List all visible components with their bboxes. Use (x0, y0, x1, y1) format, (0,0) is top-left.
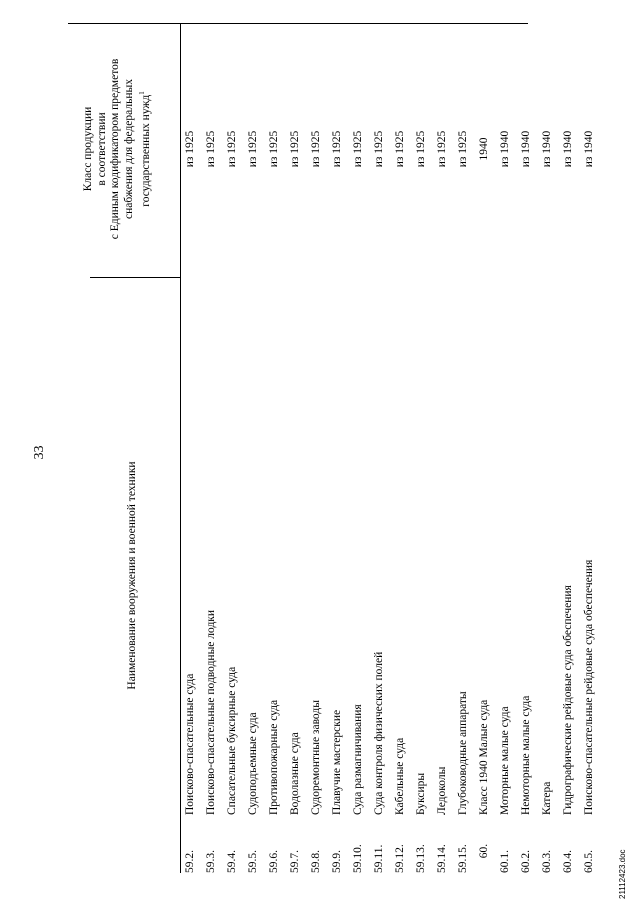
row-name: Судоремонтные заводы (310, 700, 322, 815)
table-row (391, 23, 412, 873)
header-class-line-text: государственных нужд (139, 94, 152, 207)
row-name: Спасательные буксирные суда (226, 666, 238, 815)
row-number: 59.8. (310, 850, 322, 873)
row-class: из 1925 (268, 130, 280, 168)
table-row (349, 23, 370, 873)
table-header (68, 23, 181, 873)
row-class: из 1940 (499, 130, 511, 168)
table-row (202, 23, 223, 873)
row-number: 60. (478, 843, 490, 859)
header-class-line: с Единым кодификатором предметов (109, 58, 121, 240)
row-class: из 1925 (184, 130, 196, 168)
table-row (328, 23, 349, 873)
row-class: из 1940 (520, 130, 532, 168)
document-filename: 21112423.doc (618, 849, 627, 899)
row-number: 59.12. (394, 844, 406, 873)
table-row (475, 23, 496, 873)
row-number: 60.5. (583, 850, 595, 873)
row-name: Поисково-спасательные рейдовые суда обеспечения (583, 559, 595, 815)
row-name: Суда размагничивания (352, 704, 364, 815)
row-class: из 1925 (310, 130, 322, 168)
row-class: 1940 (478, 137, 490, 161)
row-number: 59.6. (268, 850, 280, 873)
table-row (517, 23, 538, 873)
table-row (286, 23, 307, 873)
row-name: Противопожарные суда (268, 699, 280, 815)
row-name: Поисково-спасательные суда (184, 673, 196, 815)
row-number: 59.9. (331, 850, 343, 873)
row-class: из 1940 (541, 130, 553, 168)
header-class-line: снабжения для федеральных (122, 79, 135, 219)
table-row (559, 23, 580, 873)
row-number: 59.4. (226, 850, 238, 873)
table-row (307, 23, 328, 873)
row-class: из 1925 (331, 130, 343, 168)
table-row (370, 23, 391, 873)
row-class: из 1925 (415, 130, 427, 168)
header-class-line: в соответствии (95, 112, 108, 186)
row-class: из 1925 (373, 130, 385, 168)
row-number: 59.5. (247, 850, 259, 873)
row-number: 60.3. (541, 850, 553, 873)
row-class: из 1925 (226, 130, 238, 168)
table-row (244, 23, 265, 873)
footnote-mark: 1 (138, 91, 146, 95)
table-row (538, 23, 559, 873)
table-row (223, 23, 244, 873)
row-class: из 1940 (583, 130, 595, 168)
row-number: 60.4. (562, 850, 574, 873)
row-name: Кабельные суда (394, 737, 406, 815)
row-name: Глубоководные аппараты (457, 691, 469, 815)
column-divider (90, 277, 180, 278)
table-row (496, 23, 517, 873)
table-row (580, 23, 601, 873)
table-row (412, 23, 433, 873)
row-class: из 1925 (394, 130, 406, 168)
row-number: 60.2. (520, 850, 532, 873)
row-number: 60.1. (499, 850, 511, 873)
row-name: Суда контроля физических полей (373, 651, 385, 815)
row-name: Судоподъемные суда (247, 712, 259, 815)
header-class-line: Класс продукции (82, 106, 94, 192)
row-number: 59.10. (352, 844, 364, 873)
row-class: из 1925 (289, 130, 301, 168)
row-class: из 1925 (436, 130, 448, 168)
table-body (181, 23, 601, 873)
row-name: Немоторные малые суда (520, 695, 532, 815)
row-class: из 1925 (457, 130, 469, 168)
row-number: 59.11. (373, 844, 385, 873)
row-name: Буксиры (415, 772, 427, 815)
row-number: 59.7. (289, 850, 301, 873)
table-row (181, 23, 202, 873)
row-number: 59.13. (415, 844, 427, 873)
row-number: 59.3. (205, 850, 217, 873)
table-row (433, 23, 454, 873)
row-name: Поисково-спасательные подводные лодки (205, 609, 217, 815)
row-name: Катера (541, 781, 553, 815)
row-name: Моторные малые суда (499, 706, 511, 815)
weapons-table (68, 23, 601, 873)
header-class-column (82, 23, 153, 275)
row-name: Класс 1940 Малые суда (478, 699, 490, 815)
row-class: из 1925 (352, 130, 364, 168)
row-name: Гидрографические рейдовые суда обеспечения (562, 585, 574, 815)
row-class: из 1925 (247, 130, 259, 168)
row-class: из 1925 (205, 130, 217, 168)
header-class-line (136, 23, 153, 275)
row-name: Плавучие мастерские (331, 709, 343, 815)
table-row (454, 23, 475, 873)
row-number: 59.14. (436, 844, 448, 873)
table-row (265, 23, 286, 873)
header-name-column: Наименование вооружения и военной техники (126, 461, 138, 690)
page-number: 33 (32, 445, 47, 460)
row-class: из 1940 (562, 130, 574, 168)
row-name: Водолазные суда (289, 732, 301, 815)
row-number: 59.2. (184, 850, 196, 873)
row-name: Ледоколы (436, 766, 448, 815)
row-number: 59.15. (457, 844, 469, 873)
